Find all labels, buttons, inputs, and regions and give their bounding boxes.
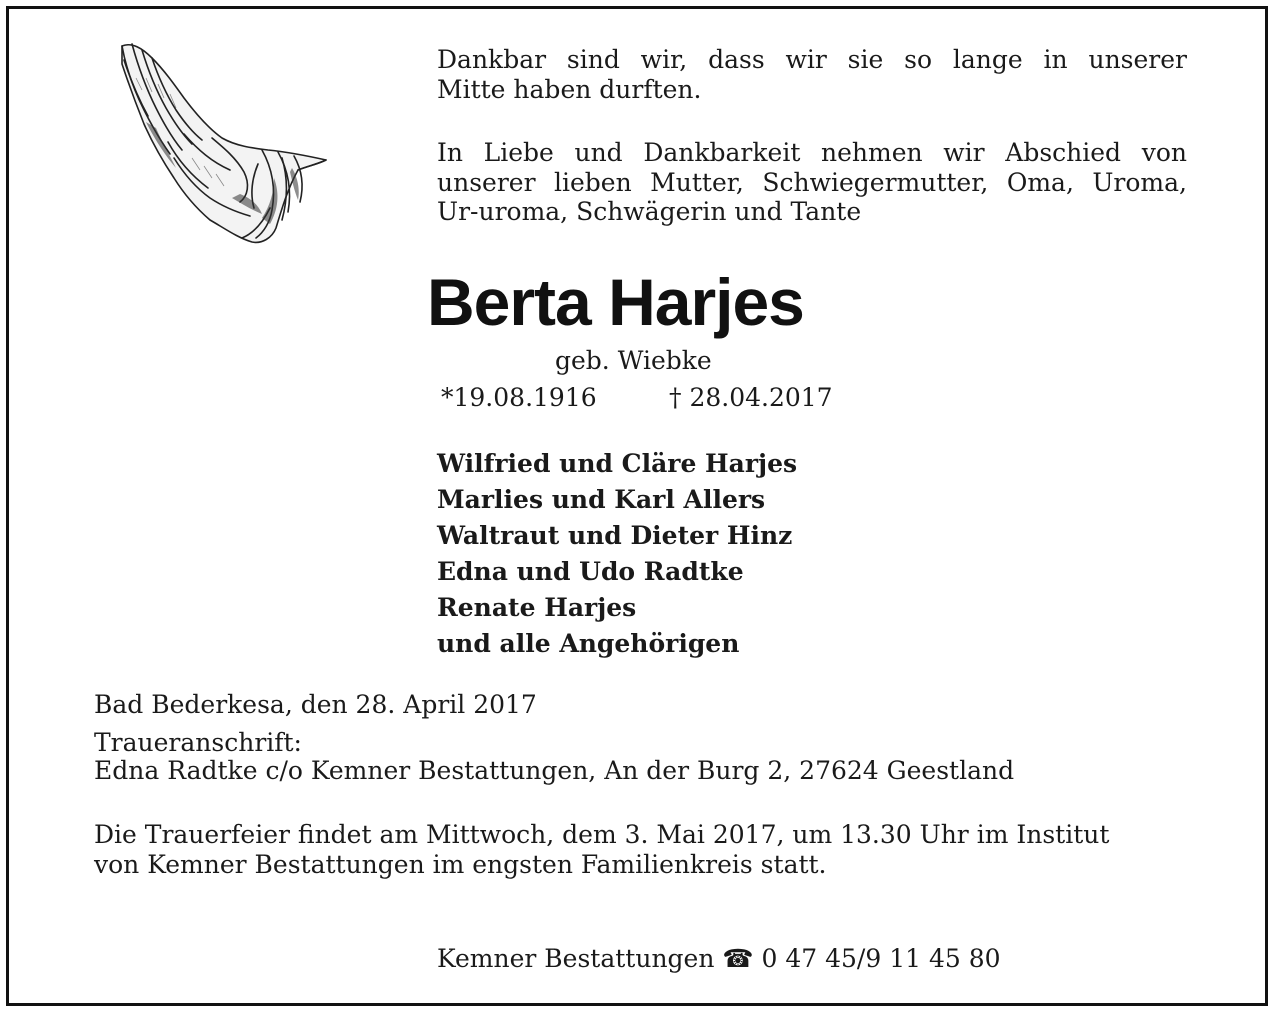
intro-line-1: Dankbar sind wir, dass wir sie so lange in unserer: [437, 45, 1187, 74]
ceremony-line-2: von Kemner Bestattungen im engsten Familienkreis statt.: [94, 850, 827, 879]
intro-p2-line-2: unserer lieben Mutter, Schwiegermutter, Oma, Uroma,: [437, 167, 1187, 197]
intro-p2-line-3: Ur-uroma, Schwägerin und Tante: [437, 197, 862, 226]
birth-date: *19.08.1916: [441, 383, 597, 412]
intro-line-2: Mitte haben durften.: [437, 74, 702, 104]
telephone-icon: ☎: [722, 944, 754, 973]
intro-p2-line-1: In Liebe und Dankbarkeit nehmen wir Abschied von: [437, 138, 1187, 167]
place-date: Bad Bederkesa, den 28. April 2017: [94, 690, 537, 719]
undertaker-footer: [437, 944, 1001, 974]
family-member: Wilfried und Cläre Harjes: [437, 449, 798, 478]
death-date: † 28.04.2017: [669, 383, 833, 412]
family-member: und alle Angehörigen: [437, 629, 740, 658]
praying-hands-icon: [112, 38, 337, 250]
deceased-name: Berta Harjes: [427, 265, 804, 339]
address-label: Traueranschrift:: [94, 728, 302, 757]
family-list: [437, 446, 797, 662]
family-member: Renate Harjes: [437, 593, 637, 622]
family-member: Waltraut und Dieter Hinz: [437, 521, 793, 550]
undertaker-name: Kemner Bestattungen: [437, 944, 715, 973]
family-member: Marlies und Karl Allers: [437, 485, 766, 514]
intro-paragraph-2: [437, 138, 1187, 227]
birth-name: geb. Wiebke: [555, 346, 712, 375]
undertaker-phone: 0 47 45/9 11 45 80: [761, 944, 1001, 973]
family-member: Edna und Udo Radtke: [437, 557, 744, 586]
address-value: Edna Radtke c/o Kemner Bestattungen, An der Burg 2, 27624 Geestland: [94, 756, 1015, 785]
ceremony-line-1: Die Trauerfeier findet am Mittwoch, dem 3. Mai 2017, um 13.30 Uhr im Institut: [94, 820, 1110, 849]
intro-paragraph-1: [437, 45, 1187, 104]
